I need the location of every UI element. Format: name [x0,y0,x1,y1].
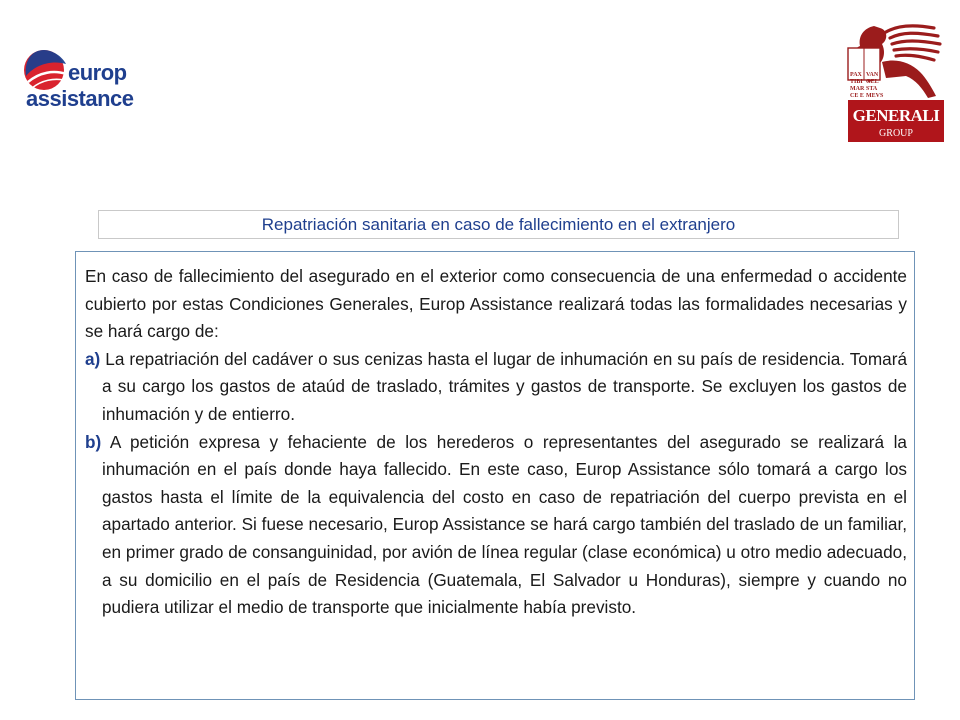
list-item-text: A petición expresa y fehaciente de los herederos o representantes del asegurado se realizará la inhumación en el país donde haya fallecido. En este caso, Europ Assistance sólo tomará a cargo los gastos hasta el límite de la equivalencia del costo en caso de repatriación del cuerpo prevista en el apartado anterior. Si fuese necesario, Europ Assistance se hará cargo también del traslado de un familiar, en primer grado de consanguinidad, por avión de línea regular (clase económica) u otro medio adecuado, a su domicilio en el país de Residencia (Guatemala, El Salvador u Honduras), siempre y cuando no pudiera utilizar el medio de transporte que inicialmente había previsto. [102,431,907,618]
list-item-text: La repatriación del cadáver o sus cenizas hasta el lugar de inhumación en su país de residencia. Tomará a su cargo los gastos de ataúd de traslado, trámites y gastos de transporte. Se excluyen los gastos de inhumación y de entierro. [102,348,908,424]
section-title: Repatriación sanitaria en caso de fallecimiento en el extranjero [261,214,736,234]
europ-wordmark: europ [68,60,127,85]
generali-logo [846,22,946,144]
generali-motto-left: PAX TIBI MAR CE E [850,72,865,99]
list-item [85,346,907,429]
list-item-label: a) [85,348,101,369]
list-item [85,429,907,622]
generali-group-label: GROUP [879,128,913,139]
coverage-text-box [75,251,915,700]
generali-wordmark-box [848,100,944,142]
intro-paragraph: En caso de fallecimiento del asegurado en el exterior como consecuencia de una enfermedad o accidente cubierto por estas Condiciones Generales, Europ Assistance realizará todas las formalidades necesarias y se hará cargo de: [85,266,907,342]
europ-assistance-logo [22,40,142,116]
generali-wordmark: GENERALI [852,106,940,125]
section-title-box [98,210,899,239]
generali-motto-right: VAN GEL STA MEVS [866,72,884,99]
list-item-label: b) [85,431,102,452]
assistance-wordmark: assistance [26,86,134,111]
